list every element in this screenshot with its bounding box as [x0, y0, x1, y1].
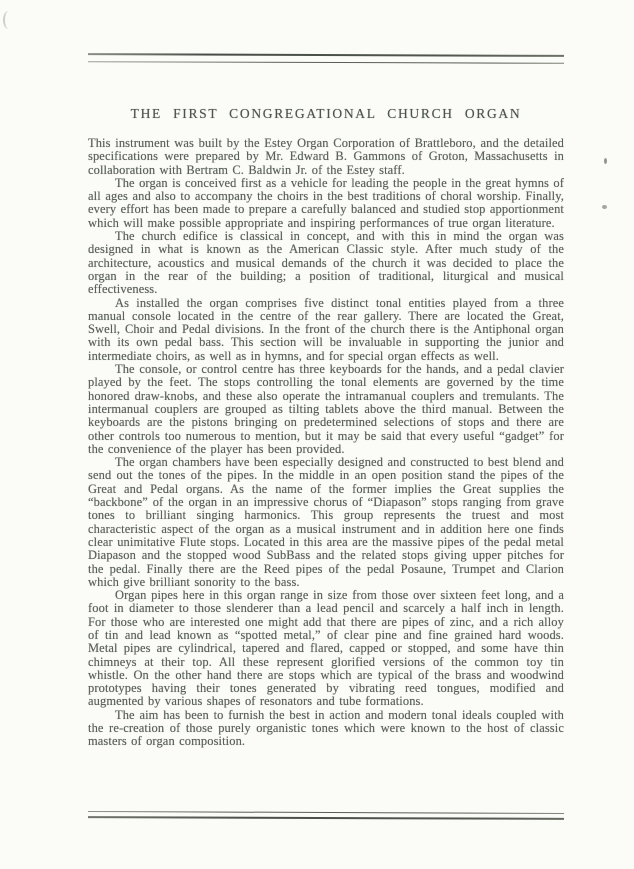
paragraph: The organ is conceived first as a vehicle for leading the people in the great hymns of all ages and also to accompany the choirs in the best traditions of choral worship. Finally, every effort has been made to prepare a carefully balanced and studied stop apportionment which will make possible appropriate and inspiring performances of true organ literature. — [88, 175, 564, 230]
rule-line — [88, 53, 564, 57]
rule-line — [88, 811, 564, 814]
paragraph: As installed the organ comprises five distinct tonal entities played from a three manual console located in the centre of the rear gallery. There are located the Great, Swell, Choir and Pedal divisions. In the front of the church there is the Antiphonal organ with its own pedal bass. This section will be invaluable in supporting the junior and intermediate choirs, as well as in hymns, and for special organ effects as well. — [88, 295, 564, 363]
scan-speck — [604, 158, 607, 164]
paragraph: The console, or control centre has three keyboards for the hands, and a pedal clavier played by the feet. The stops controlling the tonal elements are governed by the time honored draw-knobs, and these also operate the intramanual couplers and tremulants. The intermanual couplers are grouped as tilting tablets above the third manual. Between the keyboards are the pistons bringing on predetermined selections of stops and there are other controls too numerous to mention, but it may be said that every useful “gadget” for the convenience of the player has been provided. — [88, 362, 564, 456]
scan-smudge — [3, 11, 14, 29]
paragraph: This instrument was built by the Estey Organ Corporation of Brattleboro, and the detailed specifications were prepared by Mr. Edward B. Gammons of Groton, Massachusetts in collaboration with Bertram C. Baldwin Jr. of the Estey staff. — [88, 136, 564, 177]
scan-speck — [602, 205, 607, 209]
rule-line — [88, 61, 564, 63]
rule-line — [88, 816, 564, 820]
paragraph: The organ chambers have been especially designed and constructed to best blend and send out the tones of the pipes. In the middle in an open position stand the pipes of the Great and Pedal organs. As the name of the former implies the Great supplies the “backbone” of the organ in an impressive chorus of “Diapason” stops ranging from grave tones to brilliant singing harmonics. This group represents the truest and most characteristic aspect of the organ as a musical instrument and in addition here one finds clear unimitative Flute stops. Located in this area are the massive pipes of the pedal metal Diapason and the stopped wood SubBass and the related stops giving upper pitches for the pedal. Finally there are the Reed pipes of the pedal Posaune, Trumpet and Clarion which give brilliant sonority to the bass. — [88, 455, 564, 589]
paragraph: Organ pipes here in this organ range in size from those over sixteen feet long, and a foot in diameter to those slenderer than a lead pencil and scarcely a half inch in length. For those who are interested one might add that there are pipes of zinc, and a rich alloy of tin and lead known as “spotted metal,” of clear pine and fine grained hard woods. Metal pipes are cylindrical, tapered and flared, capped or stopped, and some have thin chimneys at their top. All these represent glorified versions of the common toy tin whistle. On the other hand there are stops which are typical of the brass and woodwind prototypes having their tones generated by vibrating reed tongues, modified and augmented by various shapes of resonators and tube formations. — [88, 588, 564, 709]
document-body — [88, 137, 564, 749]
bottom-double-rule — [88, 812, 564, 819]
top-double-rule — [88, 54, 564, 63]
paragraph: The aim has been to furnish the best in action and modern tonal ideals coupled with the re-creation of those purely organistic tones which were known to the host of classic masters of organ composition. — [88, 707, 564, 749]
paragraph: The church edifice is classical in concept, and with this in mind the organ was designed in what is known as the American Classic style. After much study of the architecture, acoustics and musical demands of the church it was decided to place the organ in the rear of the building; a position of traditional, liturgical and musical effectiveness. — [88, 229, 564, 297]
page-title: THE FIRST CONGREGATIONAL CHURCH ORGAN — [130, 106, 522, 121]
